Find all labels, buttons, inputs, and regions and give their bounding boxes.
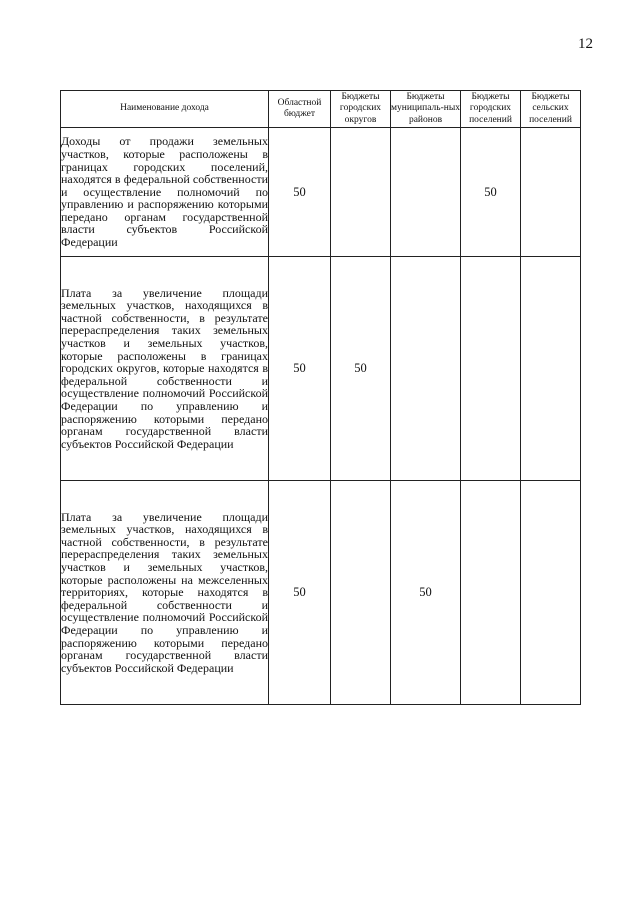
regional-value-cell: 50 (269, 128, 331, 257)
header-city-districts-budget: Бюджеты городских округов (331, 91, 391, 128)
rural-settlements-value-cell (521, 481, 581, 705)
urban-settlements-value-cell: 50 (461, 128, 521, 257)
table-header-row (61, 91, 581, 128)
header-rural-settlements-budget: Бюджеты сельских поселений (521, 91, 581, 128)
revenue-name-cell: Доходы от продажи земельных участков, которые расположены в границах городских поселений, находятся в федеральной собственности и осуществление полномочий по управлению и распоряжению которыми передано органам государственной власти субъектов Российской Федерации (61, 128, 269, 257)
urban-settlements-value-cell (461, 481, 521, 705)
regional-value-cell: 50 (269, 481, 331, 705)
table-row (61, 257, 581, 481)
revenue-name-cell: Плата за увеличение площади земельных участков, находящихся в частной собственности, в результате перераспределения таких земельных участков и земельных участков, которые расположены на межселенных территориях, которые находятся в федеральной собственности и осуществление полномочий Российской Федерации по управлению и распоряжению которыми передано органам государственной власти субъектов Российской Федерации (61, 481, 269, 705)
rural-settlements-value-cell (521, 257, 581, 481)
urban-settlements-value-cell (461, 257, 521, 481)
city-districts-value-cell (331, 128, 391, 257)
header-urban-settlements-budget: Бюджеты городских поселений (461, 91, 521, 128)
municipal-districts-value-cell: 50 (391, 481, 461, 705)
regional-value-cell: 50 (269, 257, 331, 481)
header-municipal-districts-budget: Бюджеты муниципаль-ных районов (391, 91, 461, 128)
table-row (61, 128, 581, 257)
revenue-name-cell: Плата за увеличение площади земельных участков, находящихся в частной собственности, в результате перераспределения таких земельных участков и земельных участков, которые расположены в границах городских округов, которые находятся в федеральной собственности и осуществление полномочий Российской Федерации по управлению и распоряжению которыми передано органам государственной власти субъектов Российской Федерации (61, 257, 269, 481)
city-districts-value-cell: 50 (331, 257, 391, 481)
table-row (61, 481, 581, 705)
rural-settlements-value-cell (521, 128, 581, 257)
header-regional-budget: Областной бюджет (269, 91, 331, 128)
header-revenue-name: Наименование дохода (61, 91, 269, 128)
revenue-distribution-table (60, 90, 581, 705)
municipal-districts-value-cell (391, 128, 461, 257)
page-number: 12 (578, 36, 593, 52)
municipal-districts-value-cell (391, 257, 461, 481)
city-districts-value-cell (331, 481, 391, 705)
